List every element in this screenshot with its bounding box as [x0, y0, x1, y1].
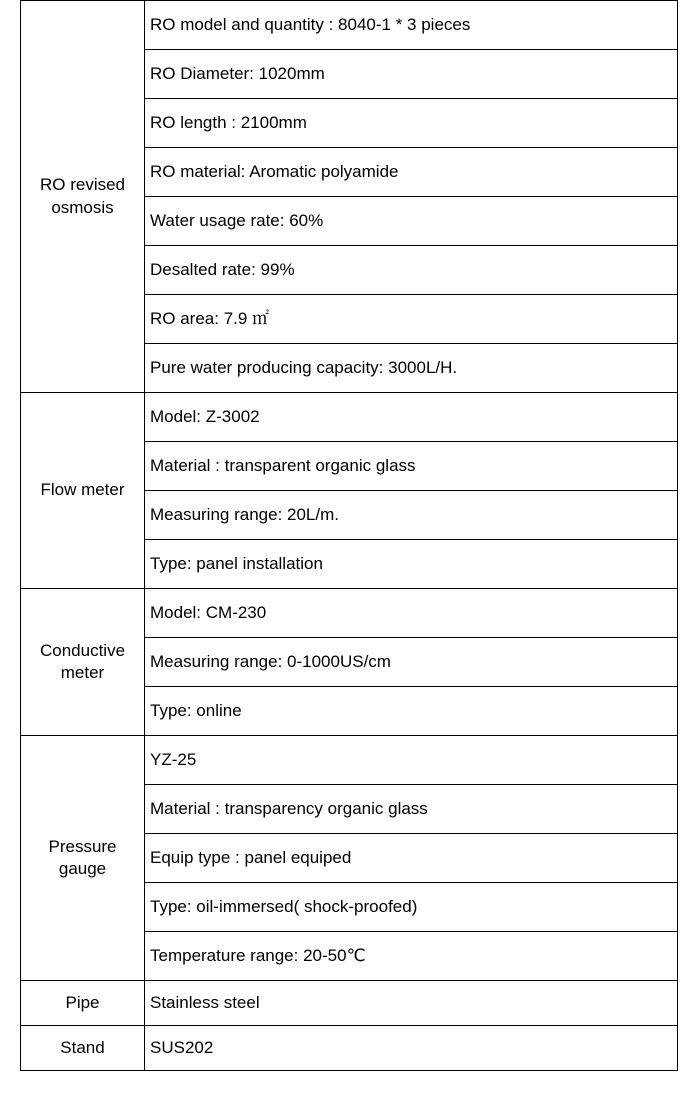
spec-value: Type: online	[145, 687, 678, 736]
category-pressure-gauge	[21, 736, 145, 981]
table-row	[21, 981, 678, 1026]
category-label: Pressure gauge	[48, 836, 117, 878]
spec-table	[20, 0, 678, 1071]
spec-value: Water usage rate: 60%	[145, 197, 678, 246]
spec-value: Material : transparent organic glass	[145, 442, 678, 491]
category-flow-meter	[21, 393, 145, 589]
category-label: Flow meter	[40, 480, 125, 500]
category-stand	[21, 1026, 145, 1071]
spec-value: RO length : 2100mm	[145, 99, 678, 148]
spec-value: SUS202	[145, 1026, 678, 1071]
spec-value: RO model and quantity : 8040-1 * 3 pieces	[145, 1, 678, 50]
spec-value: Stainless steel	[145, 981, 678, 1026]
spec-value: Type: oil-immersed( shock-proofed)	[145, 883, 678, 932]
category-label: Conductive meter	[39, 640, 126, 682]
spec-value: Temperature range: 20-50℃	[145, 932, 678, 981]
spec-value: Model: CM-230	[145, 589, 678, 638]
spec-value: Desalted rate: 99%	[145, 246, 678, 295]
spec-value: Measuring range: 20L/m.	[145, 491, 678, 540]
table-row	[21, 393, 678, 442]
category-label: RO revised osmosis	[39, 175, 126, 217]
spec-value: RO Diameter: 1020mm	[145, 50, 678, 99]
spec-value: RO material: Aromatic polyamide	[145, 148, 678, 197]
spec-value: YZ-25	[145, 736, 678, 785]
category-ro-revised-osmosis	[21, 1, 145, 393]
spec-value: Material : transparency organic glass	[145, 785, 678, 834]
table-row	[21, 736, 678, 785]
spec-value: Measuring range: 0-1000US/cm	[145, 638, 678, 687]
spec-value: Model: Z-3002	[145, 393, 678, 442]
spec-value: Type: panel installation	[145, 540, 678, 589]
category-label: Stand	[60, 1037, 105, 1057]
category-label: Pipe	[65, 992, 100, 1012]
table-row	[21, 1, 678, 50]
table-row	[21, 1026, 678, 1071]
spec-value: RO area: 7.9 ㎡	[145, 295, 678, 344]
table-row	[21, 589, 678, 638]
spec-value: Pure water producing capacity: 3000L/H.	[145, 344, 678, 393]
category-pipe	[21, 981, 145, 1026]
category-conductive-meter	[21, 589, 145, 736]
spec-value: Equip type : panel equiped	[145, 834, 678, 883]
